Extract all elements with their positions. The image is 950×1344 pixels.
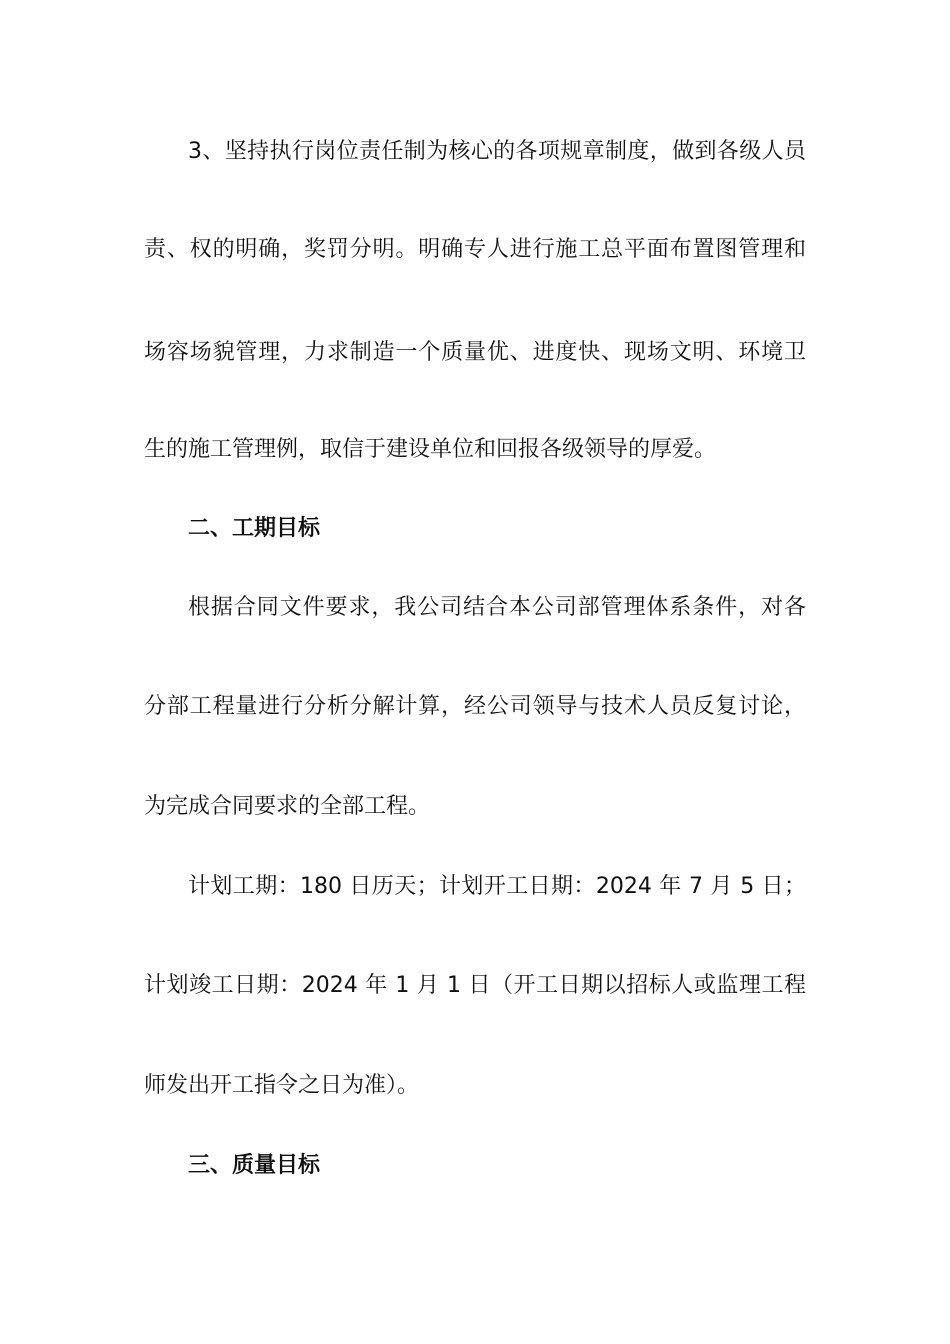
paragraph-line: 计划工期：180 日历天；计划开工日期：2024 年 7 月 5 日； (188, 874, 806, 899)
section-heading-schedule: 二、工期目标 (188, 516, 321, 541)
section-heading-quality: 三、质量目标 (188, 1153, 321, 1178)
paragraph-line: 为完成合同要求的全部工程。 (144, 794, 431, 819)
paragraph-line: 计划竣工日期：2024 年 1 月 1 日（开工日期以招标人或监理工程 (144, 973, 806, 998)
paragraph-line: 生的施工管理例，取信于建设单位和回报各级领导的厚爱。 (144, 437, 717, 462)
paragraph-line: 责、权的明确，奖罚分明。明确专人进行施工总平面布置图管理和 (144, 237, 806, 262)
paragraph-line: 师发出开工指令之日为准）。 (144, 1073, 420, 1098)
paragraph-line: 分部工程量进行分析分解计算，经公司领导与技术人员反复讨论， (144, 694, 806, 719)
paragraph-line: 根据合同文件要求，我公司结合本公司部管理体系条件，对各 (188, 595, 806, 620)
paragraph-line: 3、坚持执行岗位责任制为核心的各项规章制度，做到各级人员 (188, 139, 806, 164)
paragraph-line: 场容场貌管理，力求制造一个质量优、进度快、现场文明、环境卫 (144, 340, 806, 365)
